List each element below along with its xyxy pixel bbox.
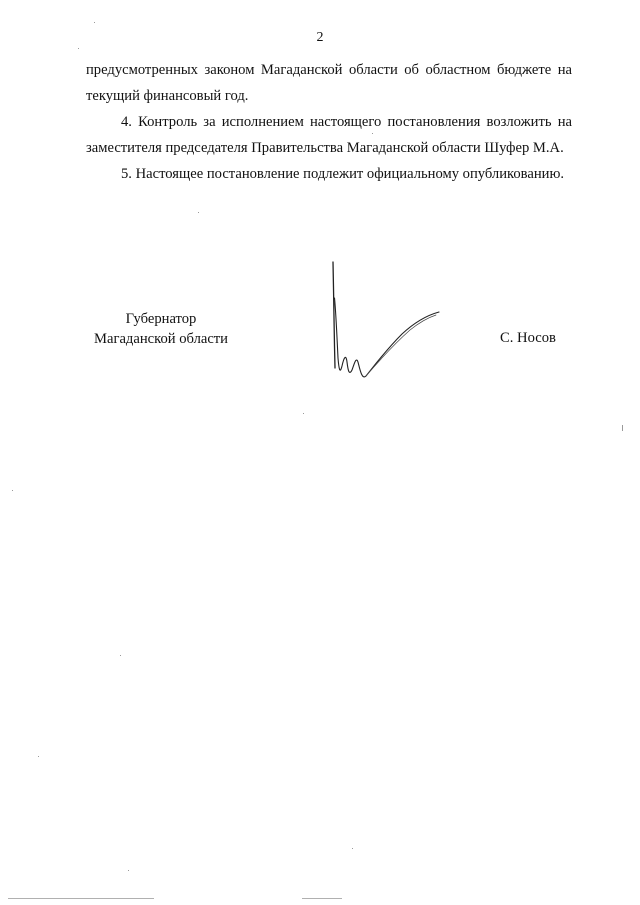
document-body [86,58,572,188]
handwritten-signature-icon [322,258,452,388]
scan-speck [120,655,121,656]
paragraph-item-4: 4. Контроль за исполнением настоящего постановления возложить на заместителя председателя Правительства Магаданской области Шуфер М.А. [86,114,572,156]
scan-edge-line [8,898,154,899]
paragraph-item-5: 5. Настоящее постановление подлежит официальному опубликованию. [121,166,565,182]
scan-edge-line [302,898,342,899]
scan-speck [198,212,199,213]
page-number: 2 [316,30,324,45]
scan-speck [372,133,373,134]
signatory-position [86,309,236,349]
scan-speck [38,756,39,757]
signatory-name: С. Носов [500,330,556,346]
scan-speck [128,870,129,871]
paragraph-continuation: предусмотренных законом Магаданской области об областном бюджете на текущий финансовый год. [86,62,572,104]
scan-speck [303,413,304,414]
signatory-position-line1: Губернатор [125,311,197,327]
scan-speck [352,848,353,849]
scan-speck [12,490,13,491]
scan-speck [622,425,623,431]
scan-speck [94,22,95,23]
scan-speck [78,48,79,49]
signatory-position-line2: Магаданской области [94,331,228,347]
